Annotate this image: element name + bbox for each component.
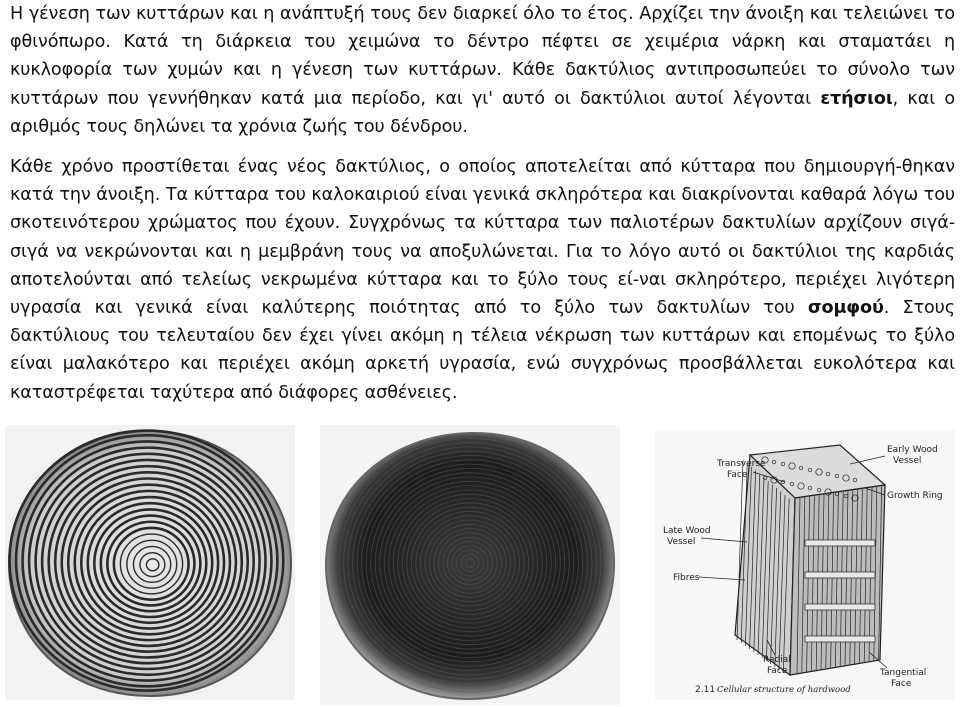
paragraph2-text-end: . Στους δακτύλιους του τελευταίου δεν έχει γίνει ακόμη η τέλεια νέκρωση των κυττάρων και επομένως το ξύλο είναι μαλακότερο και περιέχει ακόμη αρκετή υγρασία, ενώ συγχρόνως προσβάλλεται ευκολότερα και καταστρέφεται ταχύτερα από διάφορες ασθένειες. <box>10 298 955 403</box>
tree-rings-light-svg <box>5 425 295 700</box>
figure-caption: Cellular structure of hardwood <box>717 685 851 695</box>
label-transverse-face: Face <box>727 470 748 480</box>
hardwood-cell-structure-diagram <box>655 430 955 700</box>
label-late-wood-vessel: Vessel <box>667 537 696 547</box>
label-early-wood: Early Wood <box>887 445 938 455</box>
ray-band <box>805 604 875 610</box>
paragraph-growth-cycle <box>10 0 955 141</box>
label-transverse: Transverse <box>717 459 766 469</box>
bold-term-sapwood: σομφού <box>807 298 884 319</box>
paragraph-ring-formation <box>10 153 955 407</box>
log-cross-section-light-image <box>5 425 295 700</box>
paragraph1-text: Η γένεση των κυττάρων και η ανάπτυξή τους δεν διαρκεί όλο το έτος. Αρχίζει την άνοιξη και τελειώνει το φθινόπωρο. Κατά τη διάρκεια του χειμώνα το δέντρο πέφτει σε χειμέρια νάρκη και σταματάει η κυκλοφορία των χυμών και η γένεση των κυττάρων. Κάθε δακτύλιος αντιπροσωπεύει το σύνολο των κυττάρων που γεννήθηκαν κατά μια περίοδο, και γι' αυτό οι δακτύλιοι αυτοί λέγονται <box>10 4 955 109</box>
label-tangential-face: Face <box>891 679 912 689</box>
log-cross-section-dark-image <box>320 425 620 705</box>
label-tangential: Tangential <box>880 668 927 678</box>
paragraph1-text-end: , και ο αριθμός τους δηλώνει τα χρόνια ζωής του δένδρου. <box>10 88 955 137</box>
article-text <box>10 0 955 407</box>
label-radial-face: Face <box>767 666 788 676</box>
label-fibres: Fibres <box>673 573 700 583</box>
label-radial: Radial <box>763 655 791 665</box>
figure-number: 2.11 <box>695 685 716 695</box>
label-late-wood: Late Wood <box>663 526 711 536</box>
tree-rings-dark-svg <box>320 425 620 705</box>
paragraph2-text: Κάθε χρόνο προστίθεται ένας νέος δακτύλιος, ο οποίος αποτελείται από κύτταρα που δημιουργή-θηκαν κατά την άνοιξη. Τα κύτταρα του καλοκαιριού είναι γενικά σκληρότερα και διακρίνονται καθαρά λόγω του σκοτεινότερου χρώματος που έχουν. Συγχρόνως τα κύτταρα των παλιοτέρων δακτυλίων αρχίζουν σιγά-σιγά να νεκρώνονται και η μεμβράνη τους να αποξυλώνεται. Για το λόγο αυτό οι δακτύλιοι της καρδιάς αποτελούνται από τελείως νεκρωμένα κύτταρα και το ξύλο τους εί-ναι σκληρότερο, περιέχει λιγότερη υγρασία και γενικά είναι καλύτερης ποιότητας από το ξύλο των δακτυλίων του <box>10 157 955 319</box>
bold-term-annual: ετήσιοι <box>820 88 893 109</box>
ray-band <box>805 540 875 546</box>
ray-band <box>805 636 875 642</box>
hardwood-structure-svg <box>655 430 955 700</box>
label-early-wood-vessel: Vessel <box>893 456 922 466</box>
ray-band <box>805 572 875 578</box>
label-growth-ring: Growth Ring <box>887 491 943 501</box>
